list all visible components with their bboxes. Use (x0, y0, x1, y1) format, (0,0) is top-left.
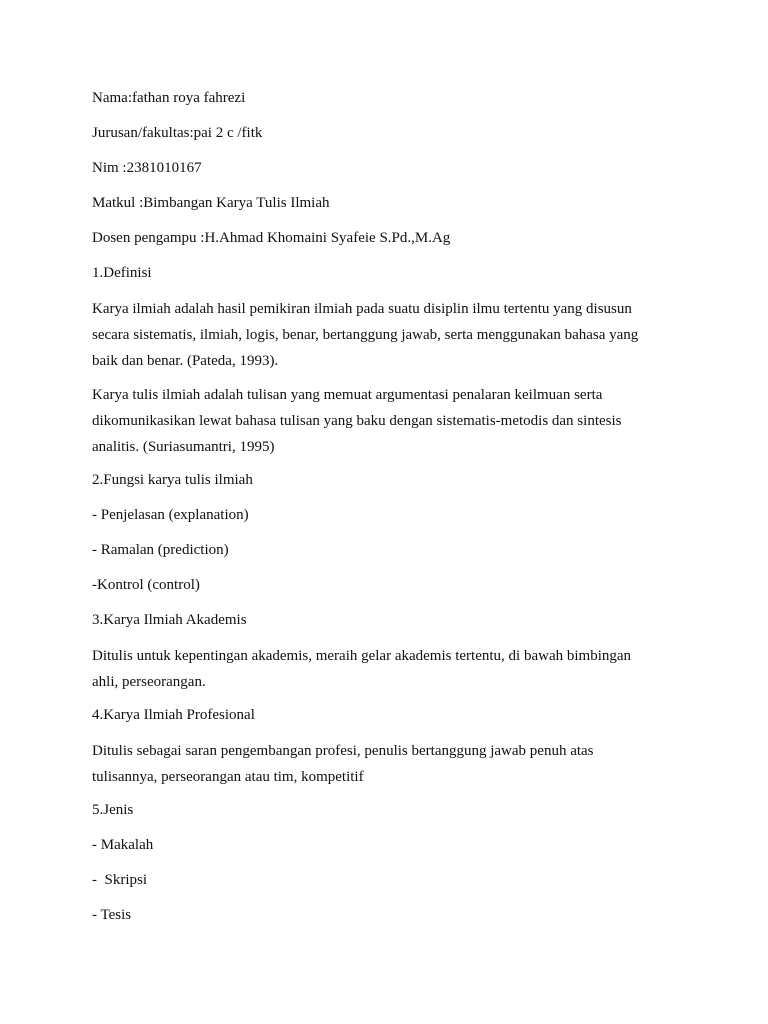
heading-fungsi: 2.Fungsi karya tulis ilmiah (92, 472, 253, 488)
paragraph-line: Karya tulis ilmiah adalah tulisan yang memuat argumentasi penalaran keilmuan serta (92, 387, 603, 403)
heading-profesional: 4.Karya Ilmiah Profesional (92, 707, 255, 723)
heading-definisi: 1.Definisi (92, 265, 152, 281)
paragraph-akademis (92, 643, 662, 695)
paragraph-line: tulisannya, perseorangan atau tim, kompetitif (92, 769, 364, 785)
paragraph-line: Ditulis untuk kepentingan akademis, meraih gelar akademis tertentu, di bawah bimbingan (92, 648, 632, 664)
paragraph-line: ahli, perseorangan. (92, 674, 206, 690)
paragraph-definisi-1 (92, 296, 662, 374)
paragraph-definisi-2 (92, 382, 662, 460)
paragraph-line: Ditulis sebagai saran pengembangan profesi, penulis bertanggung jawab penuh atas (92, 743, 594, 759)
student-department: Jurusan/fakultas:pai 2 c /fitk (92, 125, 263, 141)
student-id: Nim :2381010167 (92, 160, 202, 176)
course-name: Matkul :Bimbangan Karya Tulis Ilmiah (92, 195, 330, 211)
paragraph-line: baik dan benar. (Pateda, 1993). (92, 353, 279, 369)
list-item: - Makalah (92, 837, 154, 853)
paragraph-line: analitis. (Suriasumantri, 1995) (92, 439, 275, 455)
lecturer-name: Dosen pengampu :H.Ahmad Khomaini Syafeie S.Pd.,M.Ag (92, 230, 451, 246)
list-item: - Penjelasan (explanation) (92, 507, 249, 523)
paragraph-line: Karya ilmiah adalah hasil pemikiran ilmiah pada suatu disiplin ilmu tertentu yang disusun (92, 301, 632, 317)
list-item: -Kontrol (control) (92, 577, 200, 593)
list-item: - Skripsi (92, 872, 148, 888)
paragraph-line: dikomunikasikan lewat bahasa tulisan yang baku dengan sistematis-metodis dan sintesis (92, 413, 622, 429)
document-body (92, 86, 662, 938)
heading-jenis: 5.Jenis (92, 802, 134, 818)
heading-akademis: 3.Karya Ilmiah Akademis (92, 612, 247, 628)
list-item: - Ramalan (prediction) (92, 542, 229, 558)
paragraph-line: secara sistematis, ilmiah, logis, benar, bertanggung jawab, serta menggunakan bahasa yang (92, 327, 639, 343)
student-name: Nama:fathan roya fahrezi (92, 90, 246, 106)
paragraph-profesional (92, 738, 662, 790)
list-item: - Tesis (92, 907, 132, 923)
